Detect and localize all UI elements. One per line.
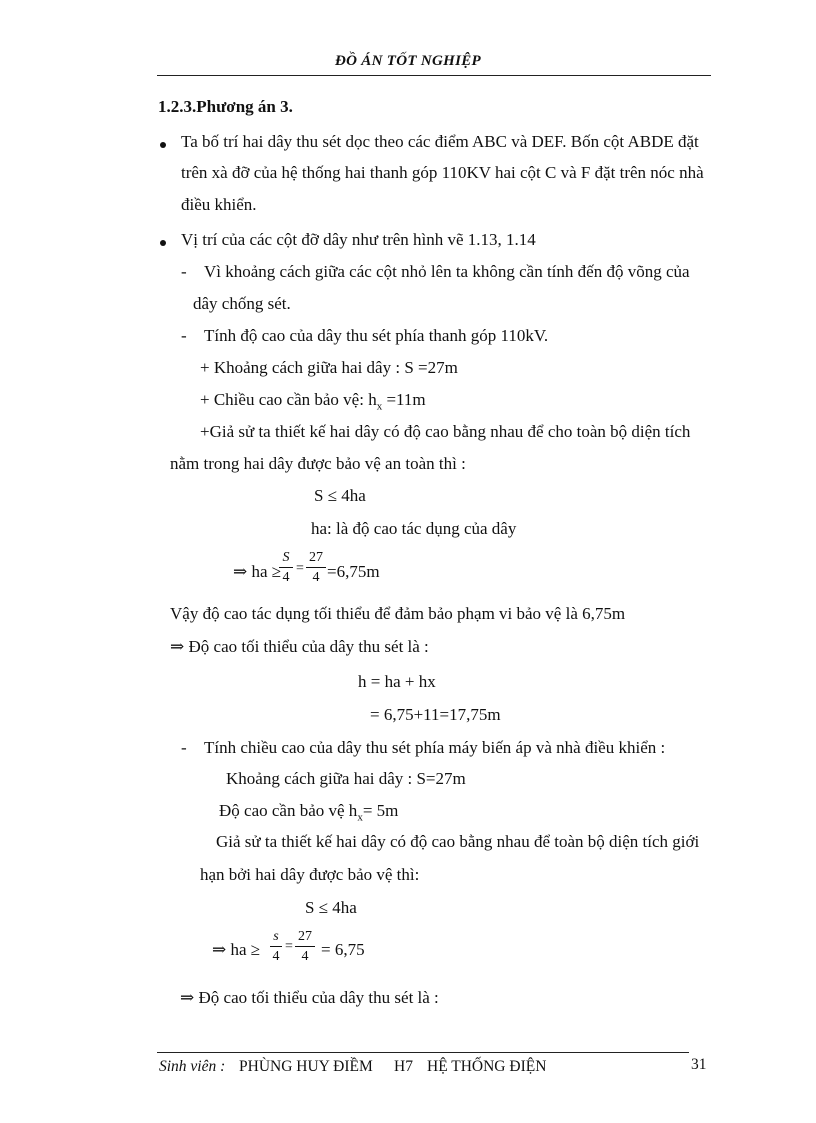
formula-2-result: = 6,75 [321, 940, 365, 959]
dash-3-condition: S ≤ 4ha [305, 898, 357, 917]
dash-1-line-1: Vì khoảng cách giữa các cột nhỏ lên ta không cần tính đến độ võng của [204, 262, 690, 281]
dash-3-protect-height: Độ cao cần bảo vệ $h_x= 5m$ [219, 801, 399, 824]
formula-2-equals: = [285, 939, 293, 954]
bullet-dot [160, 142, 166, 148]
dash-3-assume-line-2: hạn bởi hai dây được bảo vệ thì: [200, 865, 420, 884]
dash-3-spacing: Khoảng cách giữa hai dây : S=27m [226, 769, 466, 788]
bullet-1-line-3: điều khiển. [181, 195, 257, 214]
formula-1-fraction-27: $\frac{27}{4}$ [306, 551, 326, 585]
formula-2-prefix: ⇒ ha ≥ [212, 940, 261, 959]
footer-class: H7 [394, 1058, 413, 1075]
dash-2-min-height-label: ⇒ Độ cao tối thiểu của dây thu sét là : [170, 637, 429, 656]
footer-label: Sinh viên : [159, 1058, 226, 1075]
dash-marker: - [181, 326, 187, 345]
dash-2-title: Tính độ cao của dây thu sét phía thanh góp 110kV. [204, 326, 549, 345]
dash-2-protect-height: + Chiều cao cần bảo vệ: $h_x =11m$ [200, 390, 426, 413]
dash-3-title: Tính chiều cao của dây thu sét phía máy biến áp và nhà điều khiển : [204, 738, 666, 757]
bullet-1-line-2: trên xà đỡ của hệ thống hai thanh góp 110KV hai cột C và F đặt trên nóc nhà [181, 163, 704, 182]
formula-2-fraction-s: $\frac{s}{4}$ [270, 930, 282, 964]
footer-rule [157, 1052, 689, 1053]
footer-major: HỆ THỐNG ĐIỆN [427, 1058, 547, 1075]
section-heading: 1.2.3.Phương án 3. [158, 97, 293, 116]
dash-3-min-height-label: ⇒ Độ cao tối thiểu của dây thu sét là : [180, 988, 439, 1007]
dash-3-assume-line-1: Giả sử ta thiết kế hai dây có độ cao bằng nhau để toàn bộ diện tích giới [216, 832, 700, 851]
dash-marker: - [181, 738, 187, 757]
bullet-2-line-1: Vị trí của các cột đỡ dây như trên hình vẽ 1.13, 1.14 [181, 230, 536, 249]
footer-student-name: PHÙNG HUY ĐIỀM [239, 1058, 373, 1075]
bullet-1-line-1: Ta bố trí hai dây thu sét dọc theo các điểm ABC và DEF. Bốn cột ABDE đặt [181, 132, 699, 151]
dash-2-spacing: + Khoảng cách giữa hai dây : S =27m [200, 358, 458, 377]
dash-2-assume-line-1: +Giả sử ta thiết kế hai dây có độ cao bằng nhau để cho toàn bộ diện tích [200, 422, 691, 441]
formula-1-equals: = [296, 561, 304, 576]
formula-2-fraction-27: $\frac{27}{4}$ [295, 930, 315, 964]
formula-1-prefix: ⇒ ha ≥ [233, 562, 282, 581]
formula-1-result: =6,75m [327, 562, 380, 581]
document-header: ĐỒ ÁN TỐT NGHIỆP [334, 53, 482, 69]
dash-marker: - [181, 262, 187, 281]
page-number: 31 [691, 1056, 707, 1073]
header-rule [157, 75, 711, 76]
formula-1-fraction-s: $\frac{S}{4}$ [279, 551, 293, 585]
dash-2-conclusion: Vậy độ cao tác dụng tối thiểu để đảm bảo phạm vi bảo vệ là 6,75m [170, 604, 626, 623]
dash-2-ha-definition: ha: là độ cao tác dụng của dây [311, 519, 517, 538]
dash-2-h-equation: h = ha + hx [358, 672, 436, 691]
dash-2-condition: S ≤ 4ha [314, 486, 366, 505]
dash-2-assume-line-2: nằm trong hai dây được bảo vệ an toàn thì : [170, 454, 466, 473]
dash-2-h-value: = 6,75+11=17,75m [370, 705, 501, 724]
dash-1-line-2: dây chống sét. [193, 294, 291, 313]
bullet-dot [160, 240, 166, 246]
